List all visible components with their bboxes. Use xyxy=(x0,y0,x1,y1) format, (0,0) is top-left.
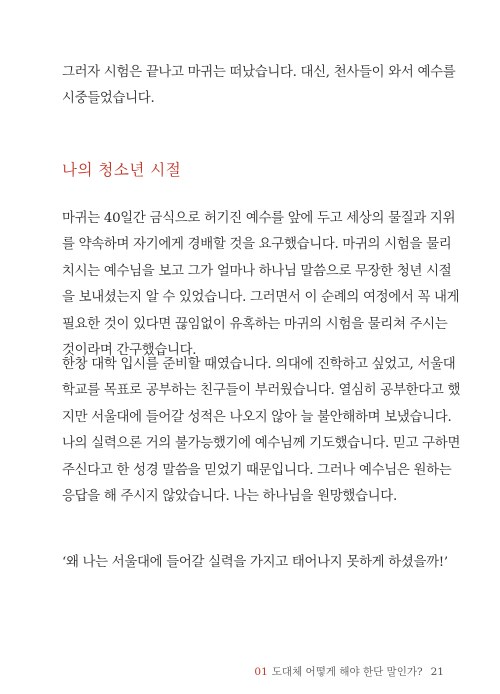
paragraph-1 xyxy=(62,60,456,113)
text-line: 필요한 것이 있다면 끊임없이 유혹하는 마귀의 시험을 물리쳐 주시는 xyxy=(62,316,448,332)
text-line: 나의 실력으론 거의 불가능했기에 예수님께 기도했습니다. 믿고 구하면 xyxy=(62,436,461,452)
paragraph-4-quote xyxy=(62,550,446,576)
text-line: 을 보내셨는지 알 수 있었습니다. 그러면서 이 순례의 여정에서 꼭 내게 xyxy=(62,290,460,306)
chapter-title: 도대체 어떻게 해야 한단 말인가? xyxy=(271,666,423,678)
text-line: 한창 대학 입시를 준비할 때였습니다. 의대에 진학하고 싶었고, 서울대 xyxy=(62,357,456,372)
text-line: 지만 서울대에 들어갈 성적은 나오지 않아 늘 불안해하며 보냈습니다. xyxy=(62,409,452,425)
text-line: 응답을 해 주시지 않았습니다. 나는 하나님을 원망했습니다. xyxy=(62,488,397,504)
text-line: 그러자 시험은 끝나고 마귀는 떠났습니다. 대신, 천사들이 와서 예수를 xyxy=(62,65,456,80)
page-number: 21 xyxy=(430,666,444,678)
text-line: 마귀는 40일간 금식으로 허기진 예수를 앞에 두고 세상의 물질과 지위 xyxy=(62,211,456,226)
text-line: ‘왜 나는 서울대에 들어갈 실력을 가지고 태어나지 못하게 하셨을까!’ xyxy=(62,555,448,570)
text-line: 시중들었습니다. xyxy=(62,91,155,107)
paragraph-3 xyxy=(62,352,461,510)
text-line: 학교를 목표로 공부하는 친구들이 부러웠습니다. 열심히 공부한다고 했 xyxy=(62,383,461,399)
section-heading: 나의 청소년 시절 xyxy=(62,161,182,179)
text-line: 것이라며 간구했습니다. xyxy=(62,342,197,358)
text-line: 치시는 예수님을 보고 그가 얼마나 하나님 말씀으로 무장한 청년 시절 xyxy=(62,263,452,279)
page-footer xyxy=(254,664,444,679)
chapter-number: 01 xyxy=(254,666,268,678)
paragraph-2 xyxy=(62,206,460,364)
text-line: 주신다고 한 성경 말씀을 믿었기 때문입니다. 그러나 예수님은 원하는 xyxy=(62,462,452,478)
text-line: 를 약속하며 자기에게 경배할 것을 요구했습니다. 마귀의 시험을 물리 xyxy=(62,237,452,253)
